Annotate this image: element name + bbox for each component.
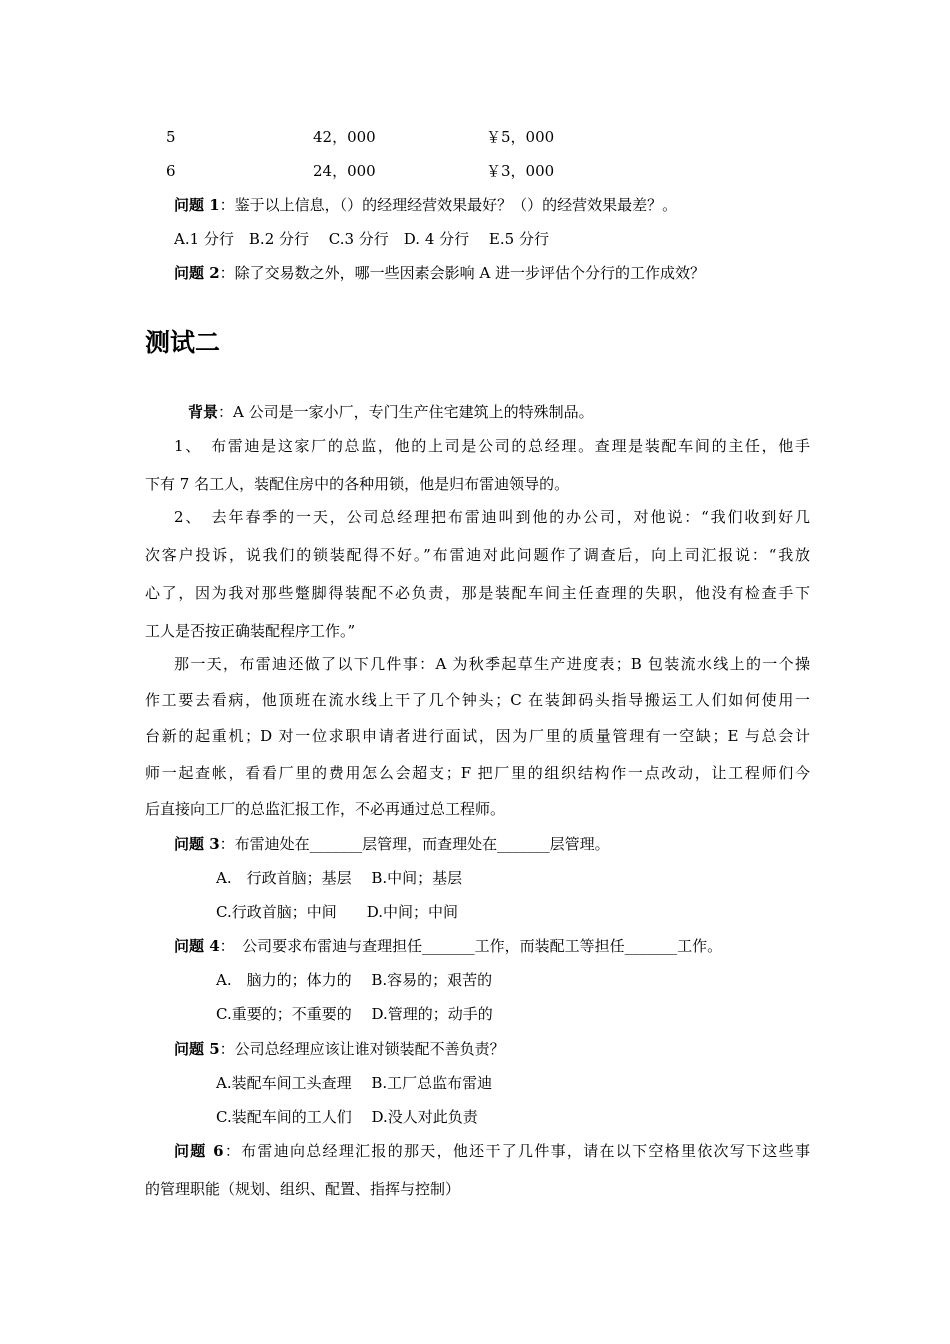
question-1 [174, 195, 839, 215]
paragraph-3-line: 台新的起重机；D 对一位求职申请者进行面试，因为厂里的质量管理有一空缺；E 与总会计 [145, 727, 810, 745]
paragraph-3-line: 师一起查帐，看看厂里的费用怎么会超支；F 把厂里的组织结构作一点改动，让工程师们今 [145, 764, 810, 782]
question-6 [174, 1141, 810, 1161]
paragraph-2-line: 2、 去年春季的一天，公司总经理把布雷迪叫到他的办公司，对他说：“我们收到好几 [174, 508, 810, 526]
question-3-label: 问题 3 [174, 835, 220, 853]
question-4-label: 问题 4 [174, 937, 220, 955]
paragraph-3-line: 后直接向工厂的总监汇报工作，不必再通过总工程师。 [145, 800, 506, 818]
background-label: 背景 [188, 403, 219, 421]
question-5-text: ：公司总经理应该让谁对锁装配不善负责？ [219, 1040, 505, 1058]
question-5-label: 问题 5 [174, 1040, 220, 1058]
question-3-text: ：布雷迪处在_______层管理，而查理处在_______层管理。 [219, 835, 610, 853]
paragraph-3-line: 那一天，布雷迪还做了以下几件事：A 为秋季起草生产进度表；B 包装流水线上的一个操 [174, 655, 810, 673]
table-cell-amount: ￥5，000 [486, 128, 555, 146]
paragraph-3-line: 作工要去看病，他顶班在流水线上干了几个钟头；C 在装卸码头指导搬运工人们如何使用一 [145, 691, 810, 709]
question-3 [174, 834, 839, 854]
background-text: ：A 公司是一家小厂，专门生产住宅建筑上的特殊制品。 [218, 403, 594, 421]
paragraph-2-line: 工人是否按正确装配程序工作。” [145, 622, 356, 640]
question-6-text: ：布雷迪向总经理汇报的那天，他还干了几件事，请在以下空格里依次写下这些事 [223, 1142, 810, 1160]
question-4 [174, 936, 839, 956]
question-2-text: ：除了交易数之外，哪一些因素会影响 A 进一步评估个分行的工作成效？ [219, 264, 706, 282]
question-2-label: 问题 2 [174, 264, 220, 282]
question-2 [174, 263, 839, 283]
table-cell-transactions: 24，000 [313, 162, 376, 180]
question-3-options: C.行政首脑；中间 D.中间；中间 [216, 903, 458, 921]
question-3-options: A. 行政首脑；基层 B.中间；基层 [216, 869, 463, 887]
question-6-text-continued: 的管理职能（规划、组织、配置、指挥与控制） [145, 1180, 461, 1198]
question-5-options: A.装配车间工头查理 B.工厂总监布雷迪 [216, 1074, 493, 1092]
question-4-options: A. 脑力的；体力的 B.容易的；艰苦的 [216, 971, 493, 989]
paragraph-1-line: 下有 7 名工人，装配住房中的各种用锁，他是归布雷迪领导的。 [145, 475, 570, 493]
background-intro [188, 402, 853, 422]
paragraph-2-line: 心了，因为我对那些蹩脚得装配不必负责，那是装配车间主任查理的失职，他没有检查手下 [145, 584, 810, 602]
section-title: 测试二 [145, 328, 221, 357]
question-6-label: 问题 6 [174, 1142, 224, 1160]
question-1-label: 问题 1 [174, 196, 220, 214]
table-cell-amount: ￥3，000 [486, 162, 555, 180]
table-cell-branch: 5 [166, 128, 176, 146]
question-5 [174, 1039, 839, 1059]
question-5-options: C.装配车间的工人们 D.没人对此负责 [216, 1108, 478, 1126]
table-cell-branch: 6 [166, 162, 176, 180]
question-1-options: A.1 分行 B.2 分行 C.3 分行 D. 4 分行 E.5 分行 [174, 230, 549, 248]
paragraph-2-line: 次客户投诉，说我们的锁装配得不好。”布雷迪对此问题作了调查后，向上司汇报说：“我放 [145, 546, 810, 564]
question-4-text: ： 公司要求布雷迪与查理担任_______工作，而装配工等担任_______工作。 [219, 937, 723, 955]
question-1-text: ：鉴于以上信息，（）的经理经营效果最好？（）的经营效果最差？。 [219, 196, 678, 214]
question-4-options: C.重要的；不重要的 D.管理的；动手的 [216, 1005, 493, 1023]
table-cell-transactions: 42，000 [313, 128, 376, 146]
paragraph-1-line: 1、 布雷迪是这家厂的总监，他的上司是公司的总经理。查理是装配车间的主任，他手 [174, 437, 810, 455]
